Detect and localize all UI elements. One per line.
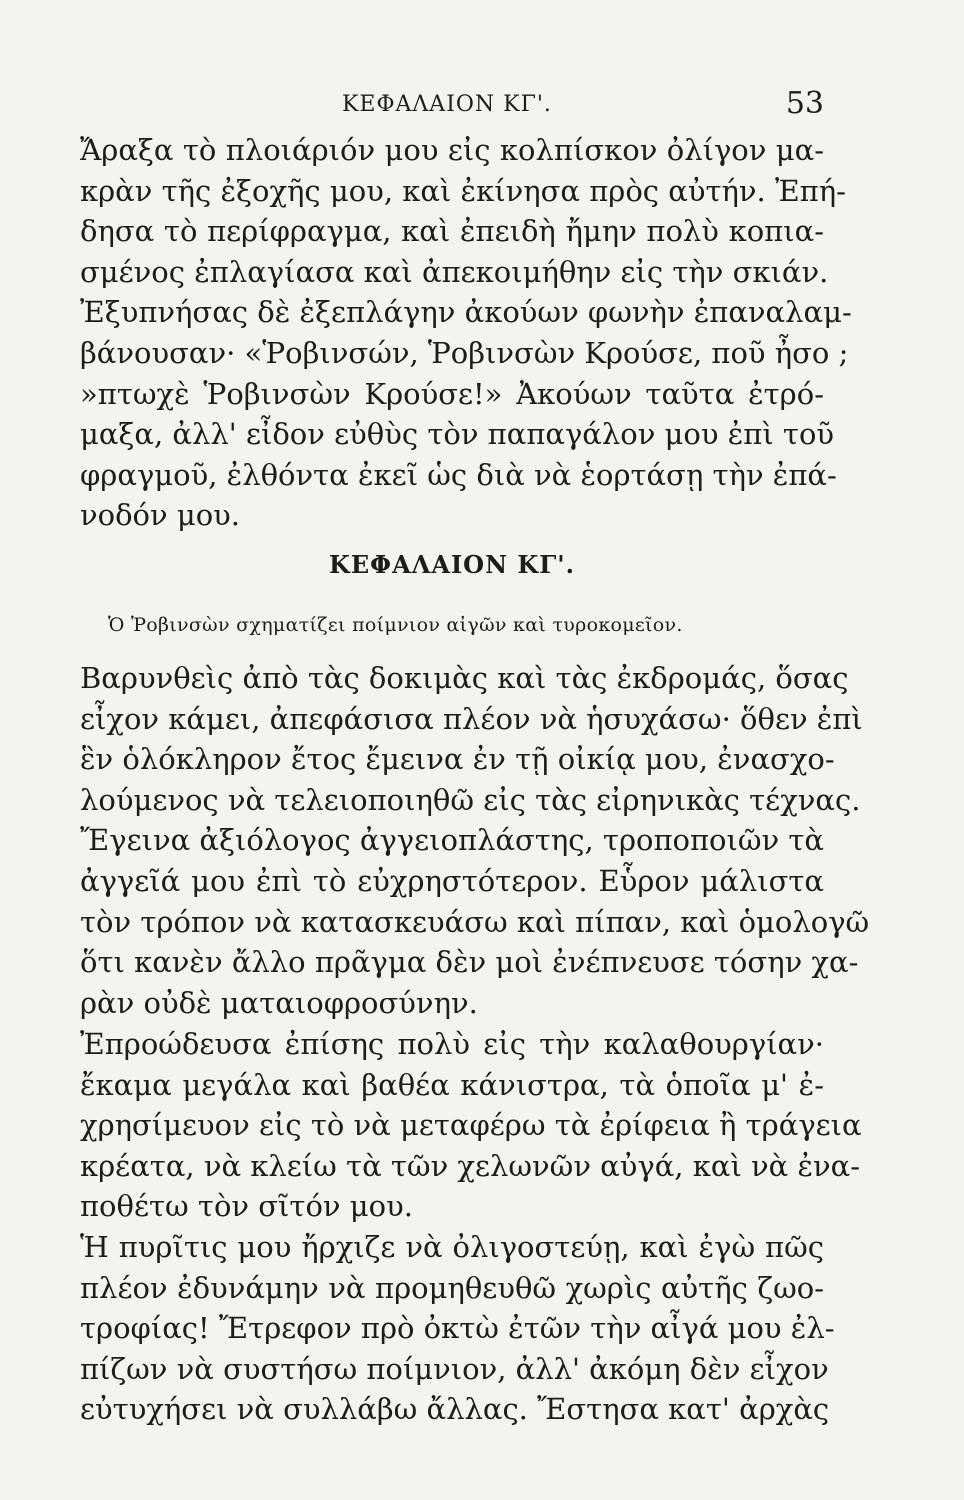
chapter-heading: ΚΕΦΑΛΑΙΟΝ ΚΓ'.: [329, 550, 575, 579]
text-line: εἶχον κάμει, ἀπεφάσισα πλέον νὰ ἡσυχάσω· ὅθεν ἐπὶ: [80, 701, 863, 736]
text-line: χρησίμευον εἰς τὸ νὰ μεταφέρω τὰ ἐρίφεια ἢ τράγεια: [80, 1108, 862, 1143]
text-line: ἓν ὁλόκληρον ἔτος ἔμεινα ἐν τῇ οἰκίᾳ μου, ἐνασχο-: [80, 742, 835, 777]
paragraph-1: [80, 130, 852, 536]
text-line: πίζων νὰ συστήσω ποίμνιον, ἀλλ' ἀκόμη δὲν εἶχον: [80, 1351, 829, 1386]
text-line: ποθέτω τὸν σῖτόν μου.: [80, 1189, 413, 1224]
text-line: πλέον ἐδυνάμην νὰ προμηθευθῶ χωρὶς αὐτῆς ζωο-: [80, 1270, 824, 1305]
text-line: βάνουσαν· «Ῥοβινσών, Ῥοβινσὼν Κρούσε, ποῦ ἦσο ;: [80, 335, 849, 370]
text-line: Ἔγεινα ἀξιόλογος ἀγγειοπλάστης, τροποποιῶν τὰ: [80, 823, 824, 858]
text-line: Ἄραξα τὸ πλοιάριόν μου εἰς κολπίσκον ὀλίγον μα-: [80, 133, 824, 167]
text-line: ἀγγεῖά μου ἐπὶ τὸ εὐχρηστότερον. Εὗρον μάλιστα: [80, 863, 824, 898]
page-number: 53: [785, 86, 824, 121]
text-line: ρὰν οὐδὲ ματαιοφροσύνην.: [80, 985, 478, 1020]
text-line: νοδόν μου.: [80, 498, 241, 533]
text-line: Ἐξυπνήσας δὲ ἐξεπλάγην ἀκούων φωνὴν ἐπαναλαμ-: [80, 295, 852, 330]
running-title: ΚΕΦΑΛΑΙΟΝ ΚΓ'.: [342, 92, 552, 117]
text-line: μαξα, ἀλλ' εἶδον εὐθὺς τὸν παπαγάλον μου ἐπὶ τοῦ: [80, 417, 835, 452]
text-line: σμένος ἐπλαγίασα καὶ ἀπεκοιμήθην εἰς τὴν σκιάν.: [80, 254, 829, 289]
text-line: Ἡ πυρῖτις μου ἤρχιζε νὰ ὀλιγοστεύῃ, καὶ ἐγὼ πῶς: [80, 1230, 824, 1264]
text-line: τὸν τρόπον νὰ κατασκευάσω καὶ πίπαν, καὶ ὁμολογῶ: [80, 904, 870, 939]
text-line: ἔκαμα μεγάλα καὶ βαθέα κάνιστρα, τὰ ὁποῖα μ' ἐ-: [80, 1067, 824, 1102]
running-header: [80, 86, 824, 126]
text-line: φραγμοῦ, ἐλθόντα ἐκεῖ ὡς διὰ νὰ ἑορτάσῃ τὴν ἐπά-: [80, 457, 837, 492]
text-line: Βαρυνθεὶς ἀπὸ τὰς δοκιμὰς καὶ τὰς ἐκδρομάς, ὅσας: [80, 661, 849, 695]
text-line: Ἐπροώδευσα ἐπίσης πολὺ εἰς τὴν καλαθουργίαν·: [80, 1027, 824, 1061]
paragraph-4: [80, 1227, 835, 1430]
text-line: κρὰν τῆς ἐξοχῆς μου, καὶ ἐκίνησα πρὸς αὐτήν. Ἐπή-: [80, 173, 846, 208]
chapter-summary: Ὁ Ῥοβινσὼν σχηματίζει ποίμνιον αἰγῶν καὶ τυροκομεῖον.: [108, 614, 683, 636]
text-line: κρέατα, νὰ κλείω τὰ τῶν χελωνῶν αὐγά, καὶ νὰ ἐνα-: [80, 1148, 861, 1183]
text-line: δησα τὸ περίφραγμα, καὶ ἐπειδὴ ἤμην πολὺ κοπια-: [80, 214, 824, 249]
paragraph-2: [80, 658, 870, 1023]
text-line: εὐτυχήσει νὰ συλλάβω ἄλλας. Ἔστησα κατ' ἀρχὰς: [80, 1392, 830, 1427]
text-line: ὅτι κανὲν ἄλλο πρᾶγμα δὲν μοὶ ἐνέπνευσε τόσην χα-: [80, 945, 859, 980]
text-line: λούμενος νὰ τελειοποιηθῶ εἰς τὰς εἰρηνικὰς τέχνας.: [80, 782, 861, 817]
paragraph-3: [80, 1024, 862, 1227]
text-line: τροφίας! Ἔτρεφον πρὸ ὀκτὼ ἐτῶν τὴν αἶγά μου ἐλ-: [80, 1311, 835, 1346]
text-line: »πτωχὲ Ῥοβινσὼν Κρούσε!» Ἀκούων ταῦτα ἐτρό-: [80, 376, 824, 411]
